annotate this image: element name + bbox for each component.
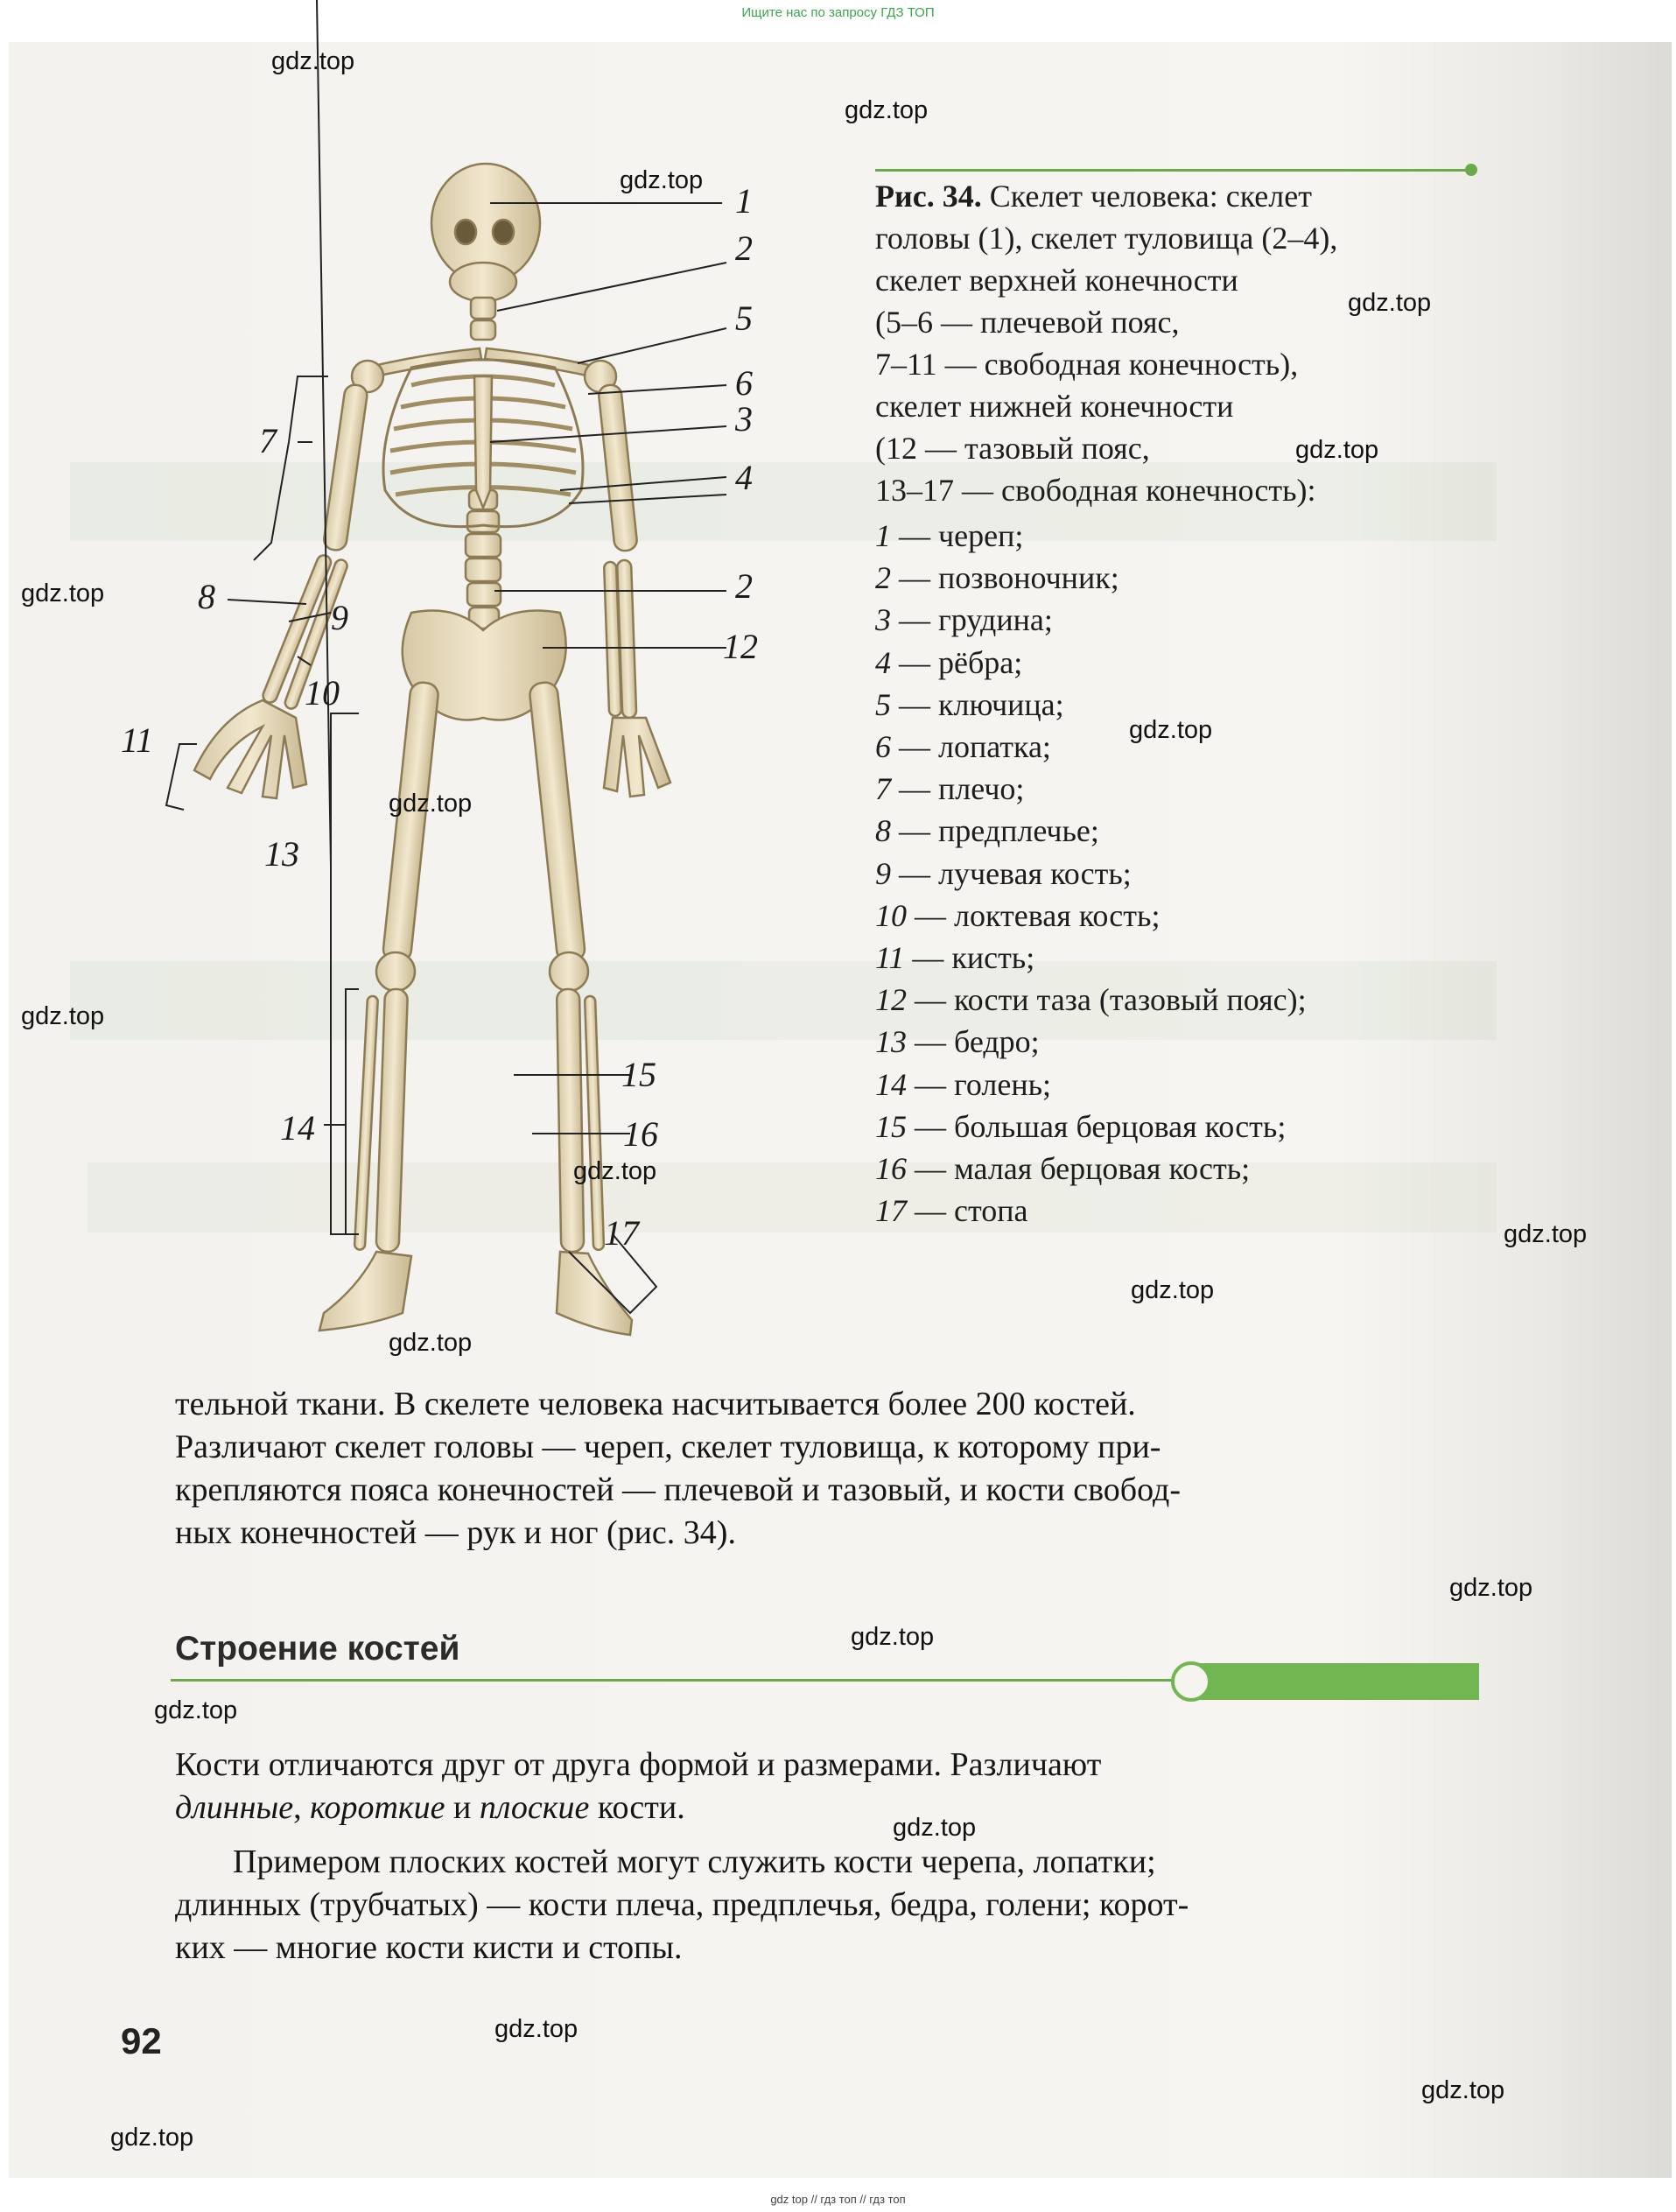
label-10: 10 (305, 673, 340, 713)
text-line: Кости отличаются друг от друга формой и размерами. Различают (175, 1746, 1102, 1783)
label-17: 17 (604, 1213, 639, 1253)
text-line: ких — многие кости кисти и стопы. (175, 1929, 683, 1966)
section-bar-cap (1171, 1661, 1211, 1702)
watermark: gdz.top (1449, 1574, 1533, 1602)
label-6: 6 (735, 363, 753, 403)
watermark: gdz.top (893, 1814, 977, 1842)
watermark: gdz.top (1295, 436, 1379, 464)
clavicle (485, 348, 600, 378)
watermark: gdz.top (1504, 1220, 1588, 1248)
watermark: gdz.top (573, 1157, 657, 1185)
legend-item: 1 — череп; (875, 518, 1024, 553)
paragraph-skeleton-intro (175, 1383, 1181, 1555)
watermark: gdz.top (845, 96, 929, 124)
text-line: ных конечностей — рук и ног (рис. 34). (175, 1514, 736, 1551)
watermark: gdz.top (620, 166, 704, 194)
tibia (376, 989, 408, 1253)
text-line: длинных (трубчатых) — кости плеча, предплечья, бедра, голени; корот- (175, 1886, 1189, 1923)
hand (604, 718, 670, 797)
caption-line: (12 — тазовый пояс, (875, 431, 1150, 466)
caption-rule (875, 169, 1470, 172)
caption-line: Рис. 34. Скелет человека: скелет (875, 179, 1312, 214)
femur (529, 681, 586, 963)
watermark: gdz.top (271, 47, 355, 75)
legend-item: 12 — кости таза (тазовый пояс); (875, 982, 1307, 1018)
label-13: 13 (264, 834, 299, 874)
legend-item: 3 — грудина; (875, 602, 1053, 638)
legend-item: 10 — локтевая кость; (875, 897, 1161, 933)
foot (557, 1252, 632, 1335)
sternum (474, 376, 492, 508)
legend-item: 7 — плечо; (875, 771, 1025, 807)
label-7: 7 (259, 421, 277, 460)
label-15: 15 (621, 1055, 656, 1094)
caption-line: головы (1), скелет туловища (2–4), (875, 221, 1338, 256)
label-16: 16 (623, 1114, 658, 1154)
label-12: 12 (723, 627, 758, 666)
label-4: 4 (735, 458, 753, 497)
caption-rule-dot (1465, 164, 1477, 176)
watermark: gdz.top (1348, 289, 1432, 317)
humerus (598, 384, 638, 552)
watermark: gdz.top (154, 1696, 238, 1724)
legend-item: 11 — кисть; (875, 940, 1035, 976)
watermark: gdz.top (389, 790, 473, 818)
legend-item: 5 — ключица; (875, 686, 1064, 722)
watermark: gdz.top (851, 1623, 935, 1651)
fibula (354, 996, 378, 1250)
figure-caption (875, 175, 1488, 511)
text-line: тельной ткани. В скелете человека насчитывается более 200 костей. (175, 1386, 1136, 1422)
paragraph-bone-examples (175, 1841, 1189, 1970)
bottom-banner: gdz top // гдз топ // гдз топ (770, 2193, 906, 2206)
legend-item: 2 — позвоночник; (875, 560, 1119, 596)
label-9: 9 (331, 598, 348, 637)
legend-item: 13 — бедро; (875, 1024, 1040, 1060)
caption-label: Рис. 34. (875, 179, 982, 214)
text-line: крепляются пояса конечностей — плечевой и тазовый, и кости свобод- (175, 1471, 1182, 1508)
caption-line: скелет нижней конечности (875, 389, 1234, 424)
label-5: 5 (735, 298, 753, 338)
legend-item: 6 — лопатка; (875, 729, 1051, 765)
watermark: gdz.top (1131, 1276, 1215, 1304)
legend-item: 17 — стопа (875, 1193, 1028, 1229)
top-banner: Ищите нас по запросу ГДЗ ТОП (741, 5, 935, 20)
watermark: gdz.top (21, 1002, 105, 1030)
label-3: 3 (735, 399, 753, 439)
label-8: 8 (198, 577, 215, 616)
label-14: 14 (280, 1108, 315, 1148)
label-2b: 2 (735, 566, 753, 606)
humerus (323, 383, 368, 551)
figure-legend (875, 515, 1307, 1232)
watermark: gdz.top (21, 579, 105, 607)
watermark: gdz.top (389, 1329, 473, 1357)
hand (194, 700, 306, 798)
legend-item: 4 — рёбра; (875, 644, 1023, 680)
caption-line: (5–6 — плечевой пояс, (875, 305, 1180, 340)
legend-item: 15 — большая берцовая кость; (875, 1108, 1287, 1144)
femur (382, 681, 439, 963)
legend-item: 14 — голень; (875, 1066, 1052, 1102)
legend-item: 16 — малая берцовая кость; (875, 1151, 1251, 1187)
label-1: 1 (735, 181, 753, 221)
caption-line: 13–17 — свободная конечность): (875, 473, 1316, 508)
text-line: Различают скелет головы — череп, скелет туловища, к которому при- (175, 1429, 1161, 1465)
page-number: 92 (121, 2020, 162, 2061)
jaw (450, 263, 516, 301)
legend-item: 9 — лучевая кость; (875, 855, 1132, 891)
section-rule (171, 1679, 1186, 1682)
caption-line: скелет верхней конечности (875, 263, 1238, 298)
watermark: gdz.top (110, 2124, 194, 2152)
section-bar (1183, 1663, 1479, 1700)
text-line: длинные, короткие и плоские кости. (175, 1789, 685, 1826)
caption-line: 7–11 — свободная конечность), (875, 347, 1299, 382)
label-2a: 2 (735, 228, 753, 268)
legend-item: 8 — предплечье; (875, 813, 1099, 849)
text-line: Примером плоских костей могут служить кости черепа, лопатки; (233, 1843, 1156, 1880)
watermark: gdz.top (1421, 2076, 1505, 2104)
watermark: gdz.top (1129, 716, 1213, 744)
section-title: Строение костей (175, 1630, 460, 1668)
watermark: gdz.top (494, 2015, 579, 2043)
label-11: 11 (121, 720, 154, 760)
foot (319, 1252, 411, 1331)
